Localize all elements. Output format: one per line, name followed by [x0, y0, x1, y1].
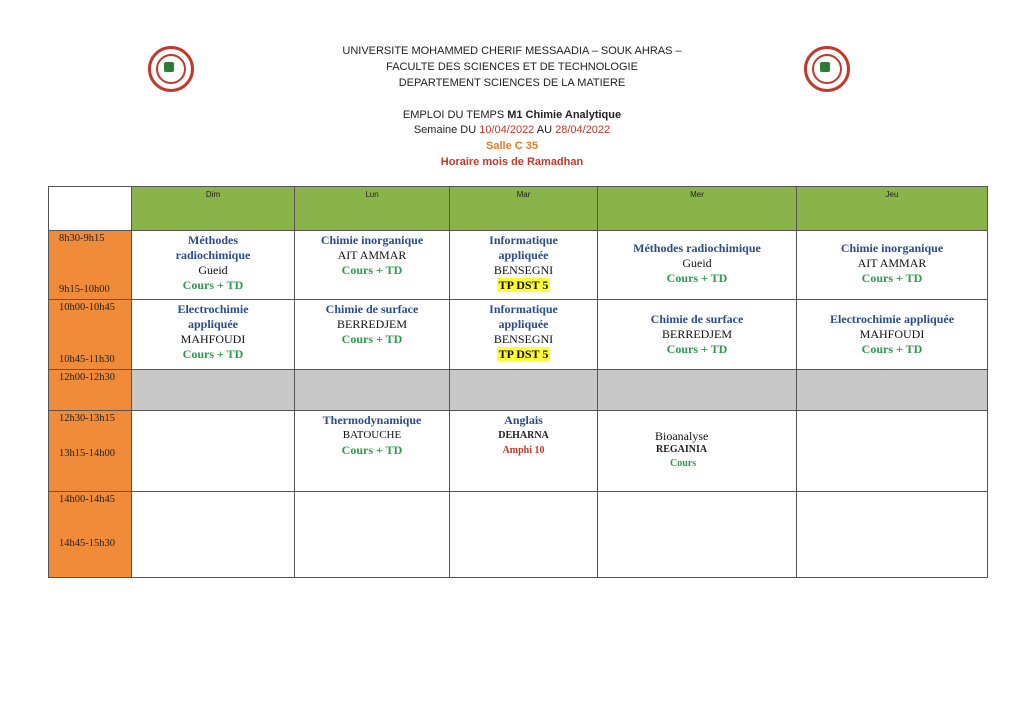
session-cell: Méthodes radiochimique Gueid Cours + TD: [132, 231, 295, 300]
day-header-row: [49, 187, 988, 231]
time-slot: 12h00-12h30: [49, 370, 132, 411]
corner-cell: [49, 187, 132, 231]
session-cell: Thermodynamique BATOUCHE Cours + TD: [295, 411, 450, 492]
pause-cell: [132, 370, 295, 411]
schedule-note: Horaire mois de Ramadhan: [440, 156, 584, 168]
session-cell: Anglais DEHARNA Amphi 10: [450, 411, 598, 492]
day-header-jeu: Jeu: [797, 187, 988, 231]
empty-cell: [295, 492, 450, 578]
date-to: 28/04/2022: [555, 124, 611, 136]
day-header-mar: Mar: [450, 187, 598, 231]
timetable: [48, 186, 988, 578]
time-slot: 10h00-10h45 10h45-11h30: [49, 300, 132, 370]
session-cell: Chimie de surface BERREDJEM Cours + TD: [295, 300, 450, 370]
session-cell: Electrochimie appliquée MAHFOUDI Cours + TD: [797, 300, 988, 370]
schedule-title: EMPLOI DU TEMPS M1 Chimie Analytique: [402, 109, 622, 121]
time-slot: 12h30-13h15 13h15-14h00: [49, 411, 132, 492]
department-name: DEPARTEMENT SCIENCES DE LA MATIERE: [398, 77, 626, 89]
day-header-mer: Mer: [598, 187, 797, 231]
faculty-name: FACULTE DES SCIENCES ET DE TECHNOLOGIE: [386, 61, 638, 73]
day-header-lun: Lun: [295, 187, 450, 231]
day-header-dim: Dim: [132, 187, 295, 231]
pause-cell: [797, 370, 988, 411]
empty-cell: [797, 492, 988, 578]
pause-cell: [450, 370, 598, 411]
session-cell: Chimie de surface BERREDJEM Cours + TD: [598, 300, 797, 370]
session-cell: Méthodes radiochimique Gueid Cours + TD: [598, 231, 797, 300]
empty-cell: [132, 411, 295, 492]
empty-cell: [132, 492, 295, 578]
pause-cell: [295, 370, 450, 411]
table-row: [49, 411, 988, 492]
pause-row: [49, 370, 988, 411]
program-name: M1 Chimie Analytique: [507, 109, 622, 121]
empty-cell: [598, 492, 797, 578]
time-slot: 14h00-14h45 14h45-15h30: [49, 492, 132, 578]
session-cell: Bioanalyse REGAINIA Cours: [598, 411, 797, 492]
table-row: [49, 492, 988, 578]
date-from: 10/04/2022: [479, 124, 535, 136]
table-row: [49, 231, 988, 300]
session-cell: Chimie inorganique AIT AMMAR Cours + TD: [797, 231, 988, 300]
time-slot: 8h30-9h15 9h15-10h00: [49, 231, 132, 300]
university-name: UNIVERSITE MOHAMMED CHERIF MESSAADIA – SOUK AHRAS –: [342, 45, 682, 57]
empty-cell: [450, 492, 598, 578]
highlighted-type: TP DST 5: [498, 278, 549, 292]
session-cell: Electrochimie appliquée MAHFOUDI Cours + TD: [132, 300, 295, 370]
empty-cell: [797, 411, 988, 492]
week-range: Semaine DU 10/04/2022 AU 28/04/2022: [413, 124, 611, 136]
session-cell: Chimie inorganique AIT AMMAR Cours + TD: [295, 231, 450, 300]
highlighted-type: TP DST 5: [498, 347, 549, 361]
room-label: Salle C 35: [486, 140, 538, 152]
pause-cell: [598, 370, 797, 411]
session-cell: Informatique appliquée BENSEGNI TP DST 5: [450, 300, 598, 370]
table-row: [49, 300, 988, 370]
session-cell: Informatique appliquée BENSEGNI TP DST 5: [450, 231, 598, 300]
